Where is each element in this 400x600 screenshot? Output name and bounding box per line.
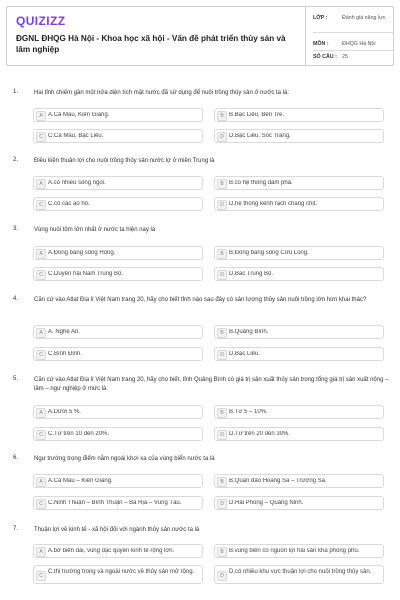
option-text: D.Hải Phòng – Quảng Ninh. [229,500,304,506]
option-d[interactable] [214,267,384,281]
meta-subject-label: MÔN : [313,41,329,47]
question-text: Ngư trường trọng điểm nằm ngoài khơi xa của vùng biển nước ta là [34,456,215,462]
option-a[interactable] [33,474,203,488]
option-letter-badge: B [217,477,227,487]
option-letter-badge: B [217,179,227,189]
question-text: Thuận lợi về kinh tế - xã hội đối với ngành thủy sản nước ta là [34,527,200,533]
question-text: Vùng nuôi tôm lớn nhất ở nước ta hiện nay là [34,227,156,233]
question-number: 1. [13,89,19,95]
option-d[interactable] [214,197,384,211]
option-text: D.hệ thống kênh rạch chằng chịt. [229,201,318,207]
question-number: 5. [13,376,19,382]
option-c[interactable] [33,496,203,510]
option-letter-badge: A [36,547,46,557]
option-letter-badge: C [36,499,46,509]
option-text: A.Dưới 5 %. [48,409,81,415]
option-text: C.có các ao hồ. [48,201,90,207]
option-text: D.Bạc Liêu. [229,351,261,357]
meta-count-label: SỐ CÂU : [313,54,337,60]
option-text: A.bờ biển dài, vùng đặc quyền kinh tế rộng lớn. [48,548,175,554]
option-text: A.Cà Mau, Kiên Giang. [48,112,110,118]
option-letter-badge: A [36,477,46,487]
question-text: Điều kiện thuận lợi cho nuôi trồng thủy sản nước lợ ở miền Trung là [34,158,215,164]
option-text: C.Cà Mau, Bạc Liêu. [48,133,104,139]
option-text: C.Duyên hải Nam Trung Bộ. [48,271,124,277]
option-text: B.Từ 5 – 10%. [229,409,268,415]
option-letter-badge: D [217,350,227,360]
option-text: B.Đồng bằng sông Cửu Long. [229,250,309,256]
option-letter-badge: B [217,249,227,259]
option-letter-badge: D [217,499,227,509]
option-letter-badge: C [36,430,46,440]
option-letter-badge: C [36,350,46,360]
option-text: D.Bạc Liêu, Sóc Trăng. [229,133,291,139]
option-letter-badge: C [36,270,46,280]
option-b[interactable] [214,544,384,558]
option-letter-badge: A [36,328,46,338]
option-letter-badge: B [217,547,227,557]
question-text: Căn cứ vào Atlat Địa lí Việt Nam trang 20, hãy cho biết tỉnh nào sau đây có sản lượng thủy sản nuôi trồng lớn hơn khai thác? [34,297,367,303]
meta-class-label: LỚP : [313,15,328,21]
option-letter-badge: A [36,408,46,418]
option-letter-badge: D [217,270,227,280]
option-d[interactable] [214,427,384,441]
option-text: C.Bình Định. [48,351,83,357]
meta-count-value: 25 [342,54,348,60]
option-text: B.có hệ thống đầm phá. [229,180,293,186]
option-text: C.thị trường trong và ngoài nước về thủy sản mở rộng. [48,569,195,575]
option-c[interactable] [33,427,203,441]
option-a[interactable] [33,544,203,558]
option-d[interactable] [214,347,384,361]
question-number: 7. [13,526,19,532]
option-c[interactable] [33,565,203,584]
option-b[interactable] [214,474,384,488]
option-letter-badge: D [217,571,227,581]
option-c[interactable] [33,347,203,361]
option-d[interactable] [214,129,384,143]
option-c[interactable] [33,267,203,281]
worksheet-title: ĐGNL ĐHQG Hà Nội - Khoa học xã hội - Vấn đề phát triển thủy sản và lâm nghiệp [16,34,286,54]
option-text: B.Quảng Bình. [229,329,269,335]
option-letter-badge: D [217,430,227,440]
option-letter-badge: A [36,179,46,189]
option-b[interactable] [214,405,384,419]
question-number: 6. [13,455,19,461]
option-text: A.Cà Mau – Kiên Giang. [48,478,113,484]
option-b[interactable] [214,325,384,339]
option-b[interactable] [214,176,384,190]
option-text: C.Ninh Thuận – Bình Thuận – Bà Rịa – Vũng Tàu. [48,500,182,506]
quizizz-logo: QUIZIZZ [16,14,66,28]
option-d[interactable] [214,496,384,510]
option-text: A.Đồng bằng sông Hồng. [48,250,116,256]
option-letter-badge: C [36,571,46,581]
option-c[interactable] [33,197,203,211]
option-a[interactable] [33,405,203,419]
question-number: 3. [13,226,19,232]
option-b[interactable] [214,108,384,122]
option-c[interactable] [33,129,203,143]
option-letter-badge: A [36,249,46,259]
option-text: C.Từ trên 10 đến 20%. [48,431,110,437]
question-number: 4. [13,296,19,302]
question-number: 2. [13,157,19,163]
option-text: D.Từ trên 20 đến 30%. [229,431,291,437]
option-letter-badge: B [217,408,227,418]
option-letter-badge: C [36,132,46,142]
option-letter-badge: B [217,328,227,338]
option-d[interactable] [214,565,384,584]
option-letter-badge: A [36,111,46,121]
option-text: B.Bạc Liêu, Bến Tre. [229,112,285,118]
option-text: B.Quần đảo Hoàng Sa – Trường Sa. [229,478,327,484]
header-divider [305,7,306,65]
option-text: D.có nhiều khu vực thuận lợi cho nuôi trồng thủy sản. [229,569,372,575]
option-a[interactable] [33,325,203,339]
meta-divider [313,50,393,51]
option-text: B.vùng biển có nguồn lợi hải sản khá phong phú. [229,548,360,554]
question-text: Căn cứ vào Atlat Địa lí Việt Nam trang 20, hãy cho biết, tỉnh Quảng Bình có giá trị sản xuất thủy sản trong tổng giá trị sản xuất nông – lâm – ngư nghiệp ở mức là [34,377,389,392]
option-a[interactable] [33,108,203,122]
option-text: D.Bắc Trung Bộ. [229,271,274,277]
option-a[interactable] [33,246,203,260]
option-a[interactable] [33,176,203,190]
option-letter-badge: D [217,200,227,210]
option-b[interactable] [214,246,384,260]
option-letter-badge: D [217,132,227,142]
worksheet-header [6,6,394,66]
meta-class-value: Đánh giá năng lực [342,15,386,21]
option-text: A.có nhiều sông ngòi. [48,180,106,186]
option-letter-badge: C [36,200,46,210]
option-text: A. Nghệ An. [48,329,81,335]
meta-divider [313,32,393,33]
meta-subject-value: ĐHQG Hà Nội [342,41,376,47]
option-letter-badge: B [217,111,227,121]
question-text: Hai tỉnh chiếm gần một nửa diện tích mặt nước đã sử dụng để nuôi trồng thủy sản ở nước ta là: [34,90,290,96]
